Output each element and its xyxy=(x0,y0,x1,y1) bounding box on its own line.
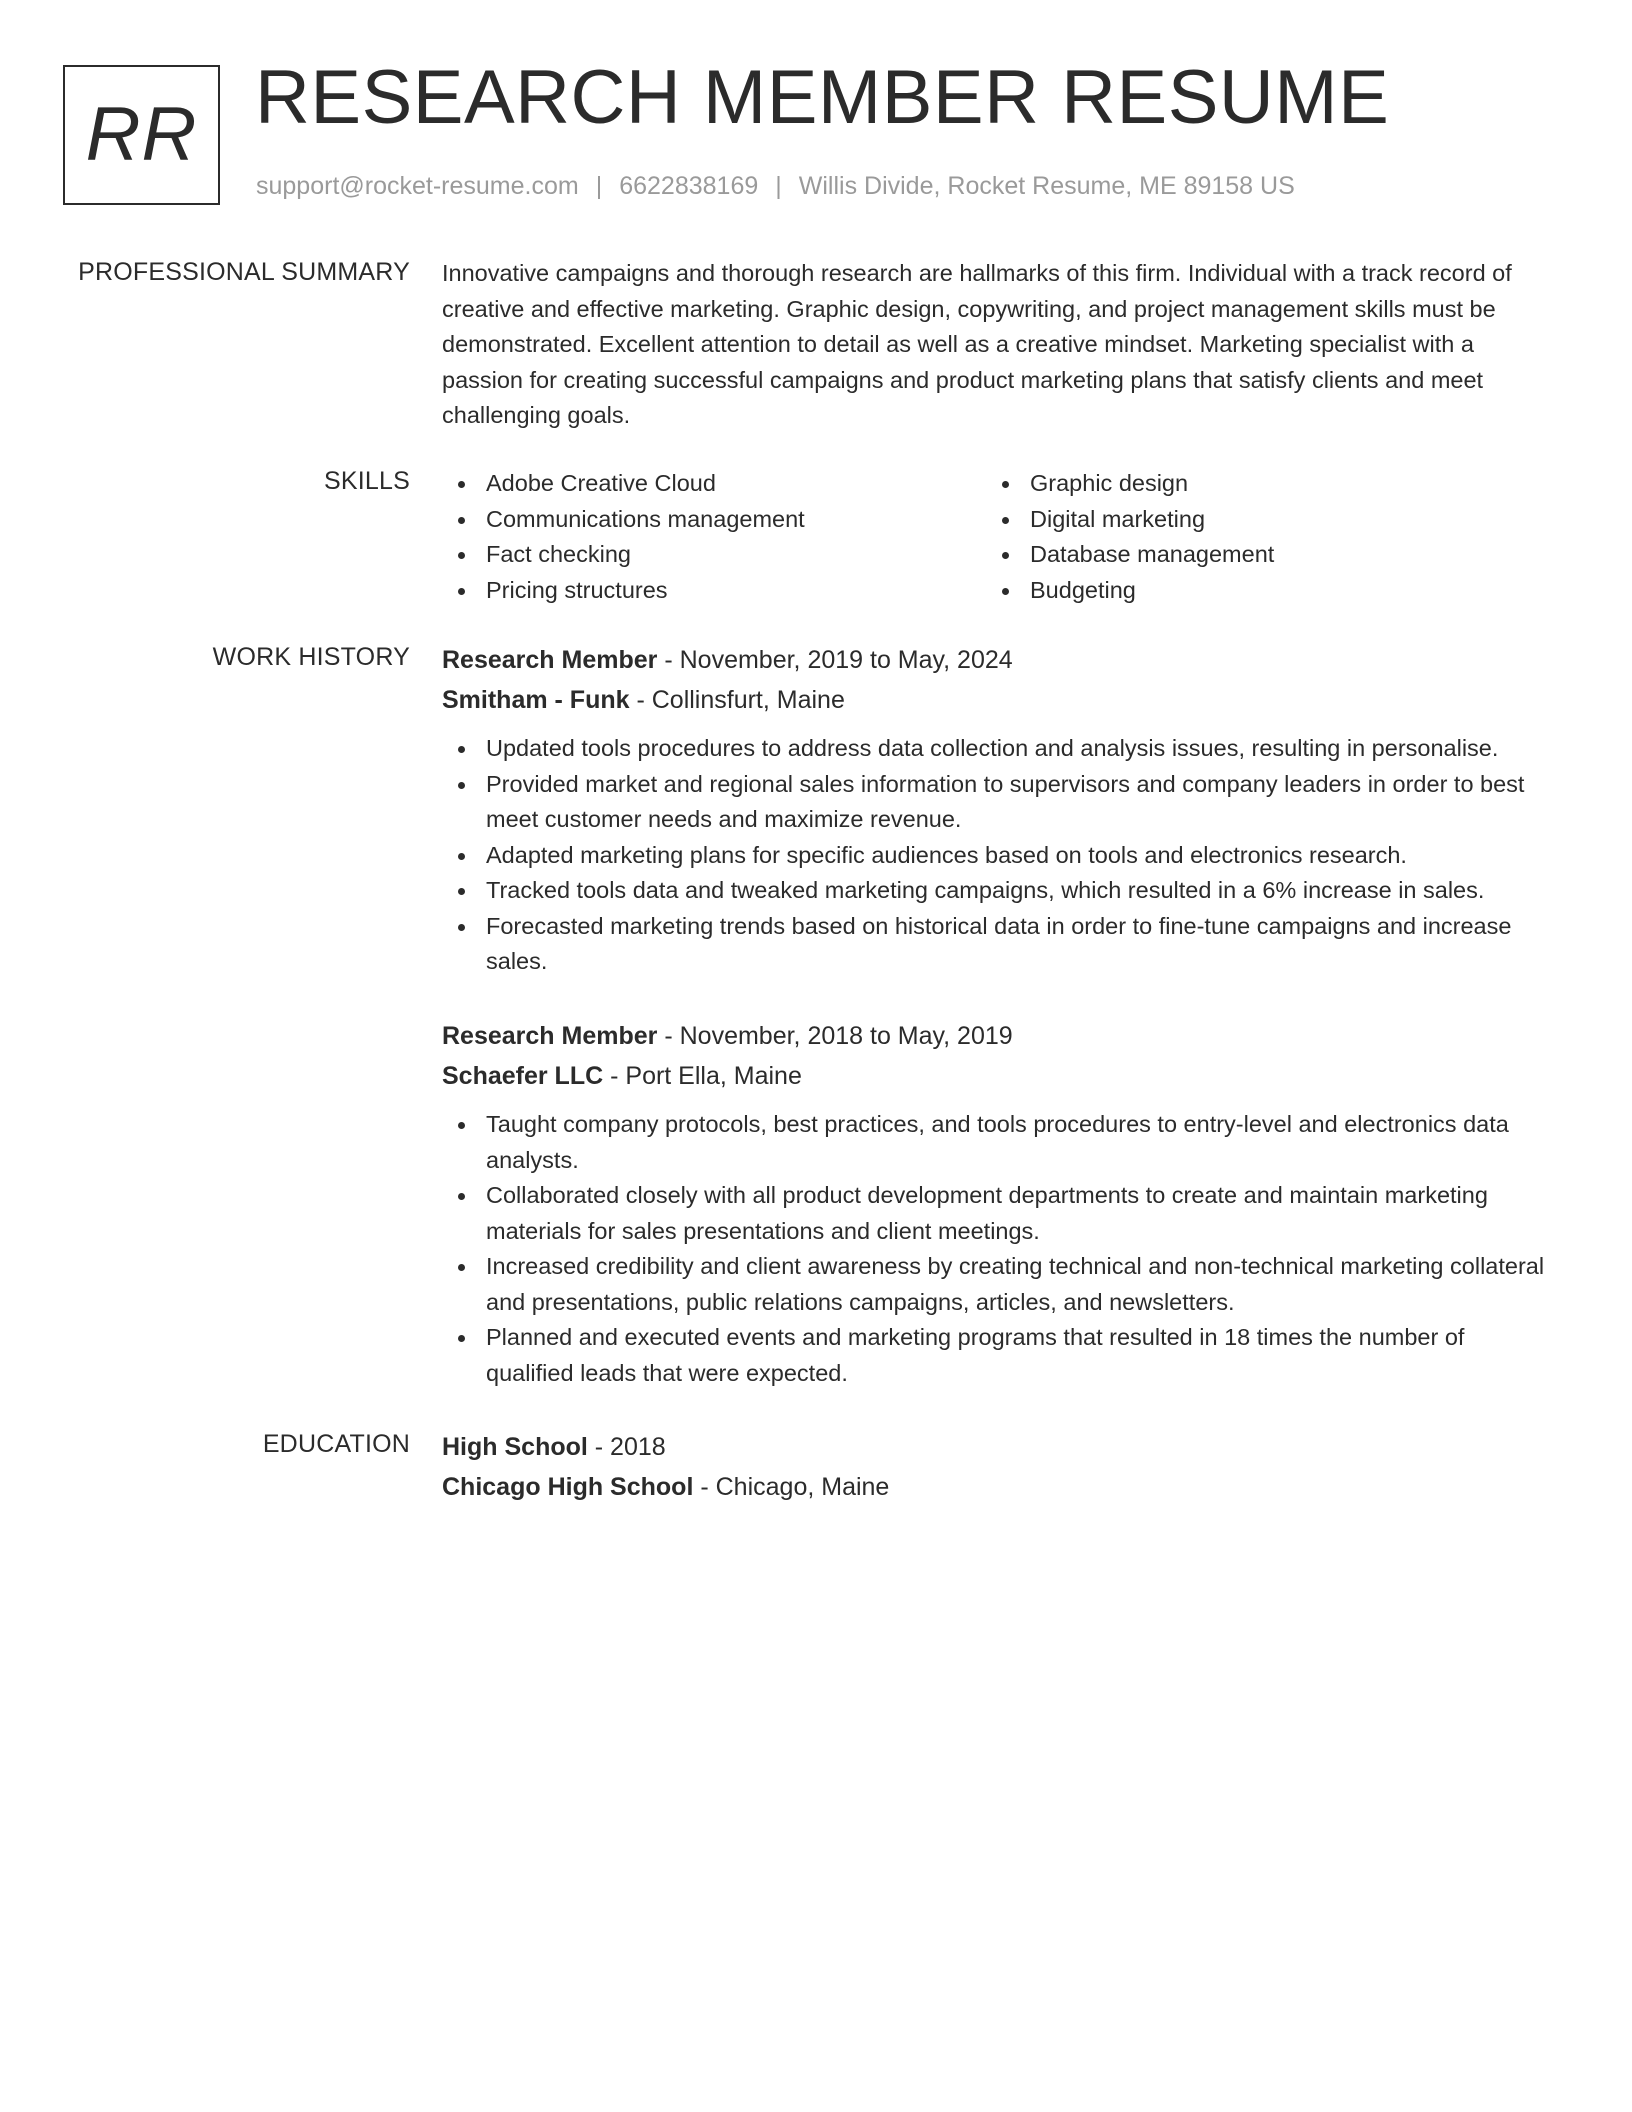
job-duty: Tracked tools data and tweaked marketing campaigns, which resulted in a 6% increase in sales. xyxy=(442,873,1552,909)
contact-email[interactable]: support@rocket-resume.com xyxy=(256,172,579,200)
skills-list-left xyxy=(442,466,986,608)
summary-body xyxy=(442,256,1552,434)
contact-separator: | xyxy=(595,172,603,200)
job-title-line xyxy=(442,640,1552,680)
job-company-line xyxy=(442,680,1552,720)
skill-item: Digital marketing xyxy=(986,502,1530,538)
work-heading: WORK HISTORY xyxy=(212,643,410,671)
skills-list-right xyxy=(986,466,1530,608)
education-year: - 2018 xyxy=(587,1433,666,1461)
job-duty: Planned and executed events and marketing programs that resulted in 18 times the number of qualified leads that were expected. xyxy=(442,1320,1552,1391)
skill-item: Adobe Creative Cloud xyxy=(442,466,986,502)
skill-item: Database management xyxy=(986,537,1530,573)
skill-item: Communications management xyxy=(442,502,986,538)
job-duties xyxy=(442,731,1552,980)
job-dates: - November, 2019 to May, 2024 xyxy=(657,646,1013,674)
education-degree-line xyxy=(442,1427,1552,1467)
job-company: Smitham - Funk xyxy=(442,686,630,714)
contact-address: Willis Divide, Rocket Resume, ME 89158 US xyxy=(798,172,1295,200)
job-duty: Collaborated closely with all product development departments to create and maintain marketing materials for sales presentations and client meetings. xyxy=(442,1178,1552,1249)
monogram-box xyxy=(63,65,220,205)
education-school: Chicago High School xyxy=(442,1473,694,1501)
summary-text: Innovative campaigns and thorough research are hallmarks of this firm. Individual with a track record of creative and effective marketing. Graphic design, copywriting, and project management skills must be demonstrated. Excellent attention to detail as well as a creative mindset. Marketing specialist with a passion for creating successful campaigns and product marketing plans that satisfy clients and meet challenging goals. xyxy=(442,260,1512,428)
contact-line xyxy=(256,172,1295,201)
skill-item: Graphic design xyxy=(986,466,1530,502)
skills-heading: SKILLS xyxy=(324,467,410,495)
job-title: Research Member xyxy=(442,1022,658,1050)
skill-item: Budgeting xyxy=(986,573,1530,609)
contact-phone[interactable]: 6622838169 xyxy=(619,172,759,200)
job-duty: Adapted marketing plans for specific audiences based on tools and electronics research. xyxy=(442,838,1552,874)
job-location: - Collinsfurt, Maine xyxy=(629,686,845,714)
job-title-line xyxy=(442,1016,1552,1056)
job-duty: Taught company protocols, best practices, and tools procedures to entry-level and electronics data analysts. xyxy=(442,1107,1552,1178)
monogram-initials: RR xyxy=(85,92,198,177)
job-duty: Provided market and regional sales information to supervisors and company leaders in order to best meet customer needs and maximize revenue. xyxy=(442,767,1552,838)
job-duty: Forecasted marketing trends based on historical data in order to fine-tune campaigns and increase sales. xyxy=(442,909,1552,980)
summary-heading: PROFESSIONAL SUMMARY xyxy=(78,258,410,286)
skills-grid xyxy=(442,466,1552,608)
skill-item: Fact checking xyxy=(442,537,986,573)
job-entry xyxy=(442,1016,1552,1391)
education-school-line xyxy=(442,1467,1552,1507)
education-degree: High School xyxy=(442,1433,588,1461)
job-duty: Increased credibility and client awareness by creating technical and non-technical marketing collateral and presentations, public relations campaigns, articles, and newsletters. xyxy=(442,1249,1552,1320)
job-entry xyxy=(442,640,1552,980)
job-company: Schaefer LLC xyxy=(442,1062,604,1090)
job-company-line xyxy=(442,1056,1552,1096)
education-heading: EDUCATION xyxy=(262,1430,410,1458)
education-entry xyxy=(442,1427,1552,1507)
job-location: - Port Ella, Maine xyxy=(603,1062,802,1090)
job-title: Research Member xyxy=(442,646,658,674)
contact-separator: | xyxy=(775,172,782,200)
resume-title: RESEARCH MEMBER RESUME xyxy=(255,55,1390,140)
skill-item: Pricing structures xyxy=(442,573,986,609)
job-dates: - November, 2018 to May, 2019 xyxy=(657,1022,1013,1050)
job-duty: Updated tools procedures to address data collection and analysis issues, resulting in personalise. xyxy=(442,731,1552,767)
education-location: - Chicago, Maine xyxy=(693,1473,890,1501)
job-duties xyxy=(442,1107,1552,1391)
